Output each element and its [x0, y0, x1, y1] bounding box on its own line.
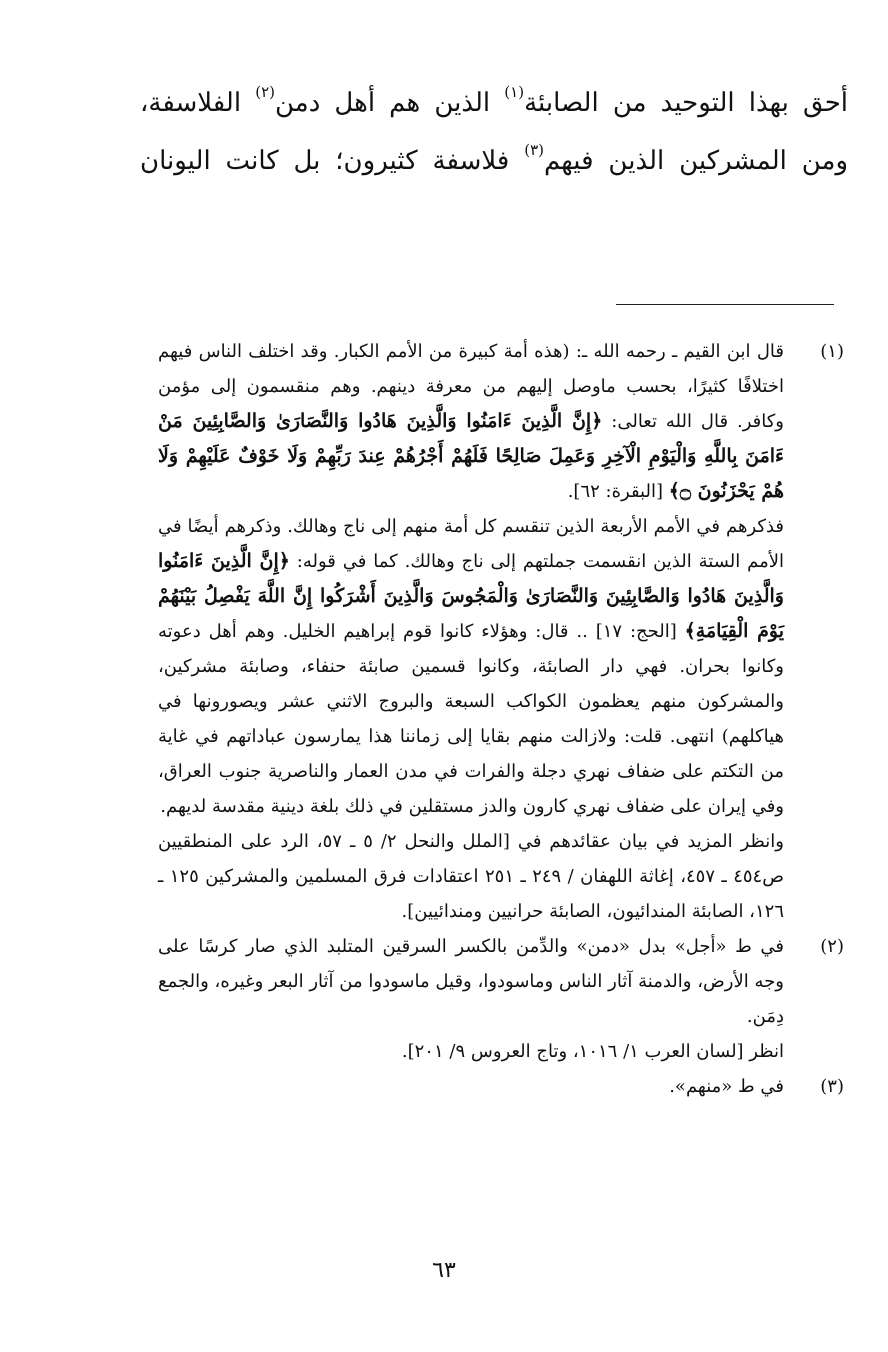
- footnote-2: [158, 929, 844, 1069]
- footnote-1: [158, 334, 844, 929]
- footnote-paragraph: في ط «منهم».: [669, 1076, 784, 1097]
- quran-verse: ﴿إِنَّ الَّذِينَ ءَامَنُوا وَالَّذِينَ هَادُوا وَالنَّصَارَىٰ وَالصَّابِئِينَ مَنْ ءَامَنَ بِاللَّهِ وَالْيَوْمِ الْآخِرِ وَعَمِلَ صَالِحًا فَلَهُمْ أَجْرُهُمْ عِندَ رَبِّهِمْ وَلَا خَوْفٌ عَلَيْهِمْ وَلَا هُمْ يَحْزَنُونَ ۝﴾: [158, 410, 784, 502]
- footnote-paragraph: [158, 334, 784, 509]
- main-text-line-1: [140, 74, 848, 132]
- footnote-paragraph: [158, 509, 784, 824]
- footnote-number: (٢): [820, 936, 844, 957]
- main-text-segment: أحق بهذا التوحيد من الصابئة: [524, 88, 848, 118]
- footnote-text: فذكرهم في الأمم الأربعة الذين تنقسم كل أمة منهم إلى ناج وهالك. وذكرهم أيضًا في الأمم الستة الذين انقسمت جملتهم إلى ناج وهالك. كما في قوله:: [158, 516, 784, 572]
- footnote-3: [158, 1069, 844, 1104]
- main-text: [140, 74, 848, 190]
- footnotes: [158, 334, 844, 1104]
- footnote-number: (١): [820, 341, 844, 362]
- main-text-segment: الذين هم أهل دمن: [275, 88, 505, 118]
- main-text-segment: الفلاسفة،: [140, 88, 256, 118]
- main-text-line-2: [140, 132, 848, 190]
- footnote-number: (٣): [820, 1076, 844, 1097]
- footnote-ref-2[interactable]: (٢): [255, 83, 275, 102]
- main-text-segment: فلاسفة كثيرون؛ بل كانت اليونان: [140, 146, 525, 176]
- footnote-text: قال ابن القيم ـ رحمه الله ـ: (هذه أمة كبيرة من الأمم الكبار. وقد اختلف الناس فيهم اختلافًا كثيرًا، بحسب ماوصل إليهم من معرفة دينهم. وهم منقسمون إلى مؤمن وكافر. قال الله تعالى:: [158, 341, 784, 432]
- page-number: ٦٣: [432, 1258, 456, 1283]
- footnote-paragraph: في ط «أجل» بدل «دمن» والدِّمن بالكسر السرقين المتلبد الذي صار كرسًا على وجه الأرض، والدمنة آثار الناس وماسودوا، وقيل ماسودوا من آثار البعر وغيره، والجمع دِمَن.: [158, 936, 784, 1027]
- footnote-text: [الحج: ١٧] .. قال: وهؤلاء كانوا قوم إبراهيم الخليل. وهم أهل دعوته وكانوا بحران. فهي دار الصابئة، وكانوا قسمين صابئة حنفاء، وصابئة مشركين، والمشركون منهم يعظمون الكواكب السبعة والبروج الاثني عشر ويصورونها في هياكلهم) انتهى. قلت: ولازالت منهم بقايا إلى زماننا هذا يمارسون عباداتهم في غاية من التكتم على ضفاف نهري دجلة والفرات في مدن العمار والناصرية جنوب العراق، وفي إيران على ضفاف نهري كارون والدز مستقلين في ذلك بلغة دينية مقدسة لديهم.: [158, 621, 784, 817]
- footnote-ref-1[interactable]: (١): [504, 83, 525, 102]
- footnote-paragraph: انظر [لسان العرب ١/ ١٠١٦، وتاج العروس ٩/ ٢٠١].: [401, 1041, 784, 1062]
- footnote-paragraph: وانظر المزيد في بيان عقائدهم في [الملل والنحل ٢/ ٥ ـ ٥٧، الرد على المنطقيين ص٤٥٤ ـ ٤٥٧، إغاثة اللهفان / ٢٤٩ ـ ٢٥١ اعتقادات فرق المسلمين والمشركين ١٢٥ ـ ١٢٦، الصابئة المندائيون، الصابئة حرانيين ومندائيين].: [158, 831, 784, 922]
- footnote-separator: [616, 304, 834, 305]
- main-text-segment: ومن المشركين الذين فيهم: [543, 146, 849, 176]
- footnote-ref-3[interactable]: (٣): [524, 141, 544, 160]
- quran-verse: ﴿إِنَّ الَّذِينَ ءَامَنُوا وَالَّذِينَ هَادُوا وَالصَّابِئِينَ وَالنَّصَارَىٰ وَالْمَجُوسَ وَالَّذِينَ أَشْرَكُوا إِنَّ اللَّهَ يَفْصِلُ بَيْنَهُمْ يَوْمَ الْقِيَامَةِ﴾: [158, 550, 784, 642]
- footnote-text: [البقرة: ٦٢].: [567, 481, 669, 502]
